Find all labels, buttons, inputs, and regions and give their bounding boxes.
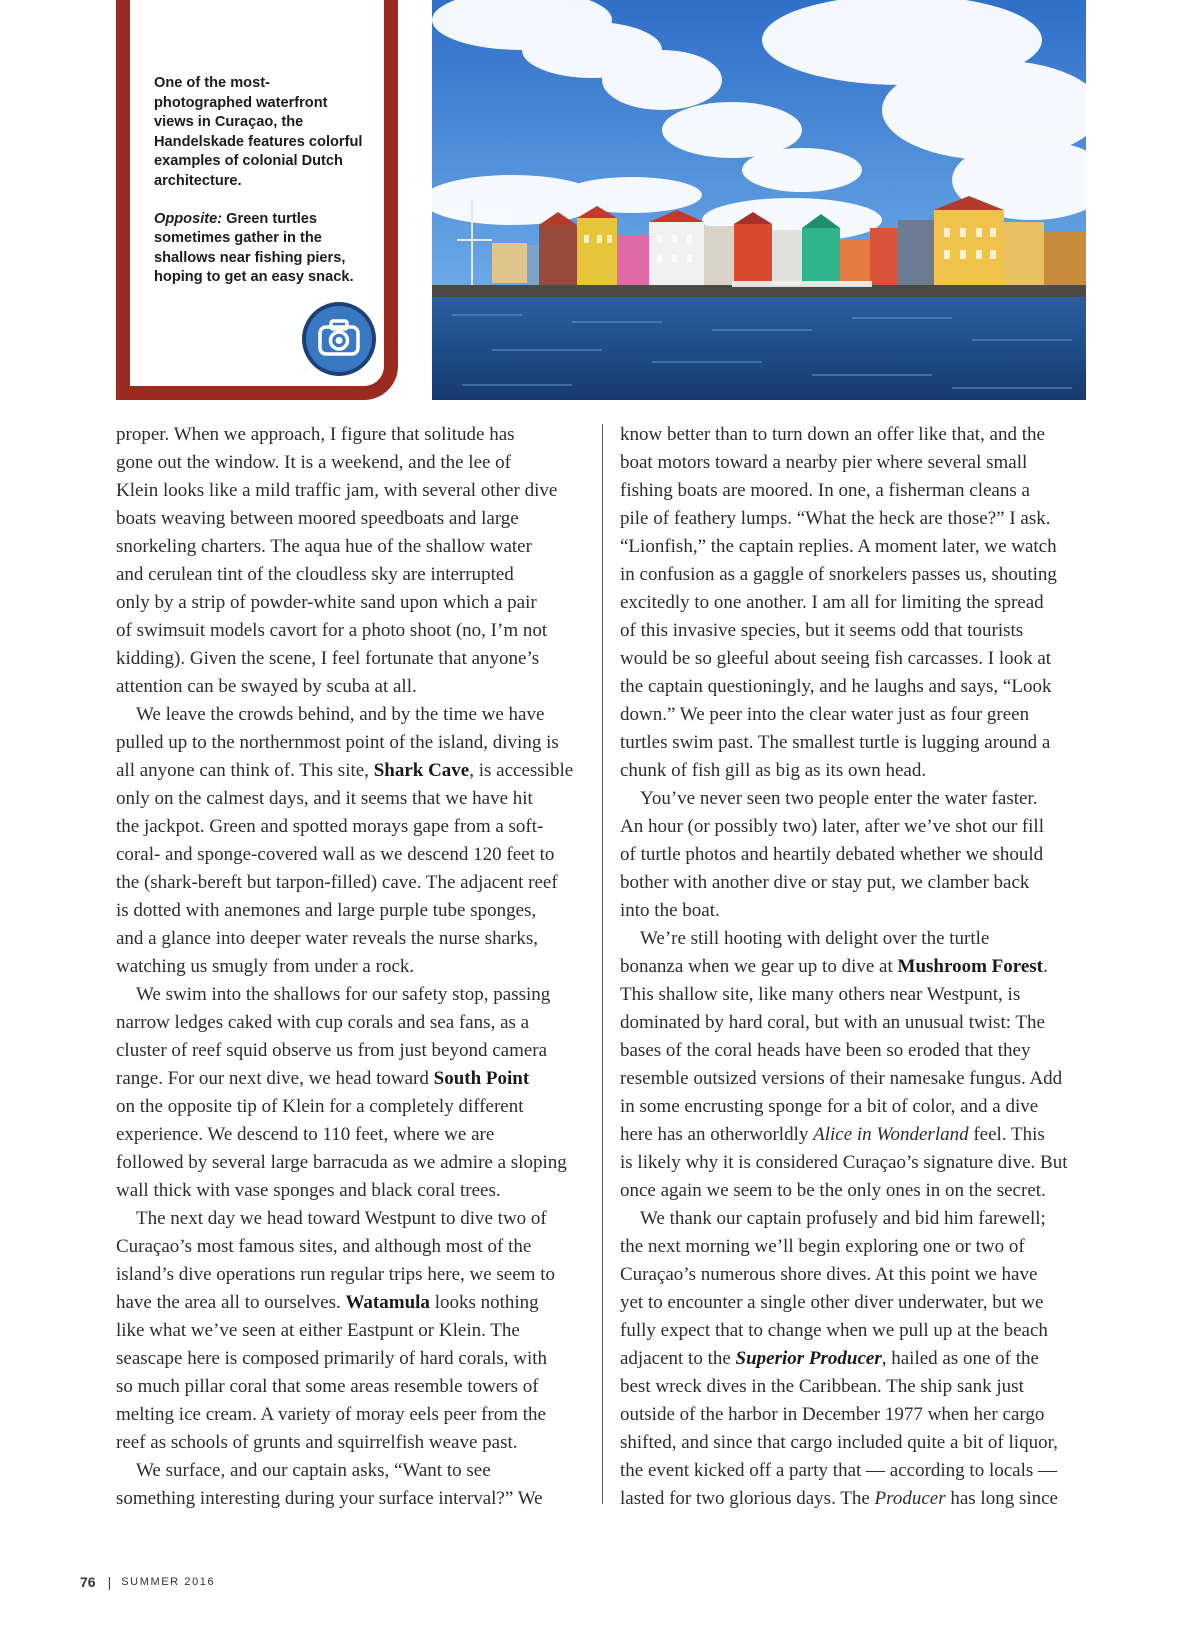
camera-icon (300, 300, 378, 378)
text-line (620, 505, 1088, 533)
caption-opposite (154, 210, 368, 288)
text-segment: followed by several large barracuda as we admire a sloping (116, 1152, 567, 1173)
text-segment: like what we’ve seen at either Eastpunt or Klein. The (116, 1320, 520, 1341)
text-line (620, 729, 1088, 757)
text-line (620, 1261, 1088, 1289)
text-segment: Curaçao’s most famous sites, and although most of the (116, 1236, 532, 1257)
text-segment: We’re still hooting with delight over the turtle (640, 928, 990, 949)
text-segment: bases of the coral heads have been so eroded that they (620, 1040, 1031, 1061)
text-line (116, 785, 586, 813)
text-segment: and cerulean tint of the cloudless sky are interrupted (116, 564, 514, 585)
text-line (116, 645, 586, 673)
text-line (620, 449, 1088, 477)
dive-site-name: South Point (433, 1068, 530, 1089)
text-segment: , is accessible (469, 760, 574, 781)
text-line (116, 1177, 586, 1205)
text-segment: lasted for two glorious days. The (620, 1488, 875, 1509)
page-number: 76 (80, 1574, 96, 1590)
site-name-emphasis (736, 1348, 882, 1369)
text-line (116, 1149, 586, 1177)
text-line (620, 1457, 1088, 1485)
text-line (116, 1289, 586, 1317)
text-line (620, 1233, 1088, 1261)
text-segment: We swim into the shallows for our safety stop, passing (136, 984, 551, 1005)
text-line (116, 925, 586, 953)
text-line (620, 701, 1088, 729)
text-segment: all anyone can think of. This site, (116, 760, 374, 781)
text-segment: wall thick with vase sponges and black coral trees. (116, 1180, 501, 1201)
text-line (620, 925, 1088, 953)
text-line (620, 813, 1088, 841)
text-line (116, 981, 586, 1009)
text-segment: and a glance into deeper water reveals the nurse sharks, (116, 928, 539, 949)
text-segment: adjacent to the (620, 1348, 736, 1369)
text-segment: down.” We peer into the clear water just as four green (620, 704, 1030, 725)
text-segment: only on the calmest days, and it seems that we have hit (116, 788, 533, 809)
text-line (116, 1429, 586, 1457)
column-divider (602, 424, 603, 1504)
text-line (620, 1373, 1088, 1401)
text-segment: is dotted with anemones and large purple tube sponges, (116, 900, 537, 921)
text-segment: shifted, and since that cargo included quite a bit of liquor, (620, 1432, 1058, 1453)
dive-site-name: Mushroom Forest (897, 956, 1043, 977)
text-segment: pulled up to the northernmost point of the island, diving is (116, 732, 559, 753)
text-segment: into the boat. (620, 900, 720, 921)
text-line (620, 785, 1088, 813)
text-segment: the (shark-bereft but tarpon-filled) cave. The adjacent reef (116, 872, 558, 893)
caption-opposite-label: Opposite: (154, 210, 223, 227)
text-line (116, 757, 586, 785)
text-segment: “Lionfish,” the captain replies. A moment later, we watch (620, 536, 1057, 557)
text-segment: cluster of reef squid observe us from just beyond camera (116, 1040, 548, 1061)
text-line (116, 1261, 586, 1289)
text-segment: snorkeling charters. The aqua hue of the shallow water (116, 536, 532, 557)
text-line (620, 953, 1088, 981)
text-segment: dominated by hard coral, but with an unusual twist: The (620, 1012, 1045, 1033)
text-line (620, 1401, 1088, 1429)
text-line (620, 1093, 1088, 1121)
waterfront-photo (432, 0, 1086, 400)
text-line (620, 1037, 1088, 1065)
text-line (116, 477, 586, 505)
text-line (620, 1009, 1088, 1037)
text-line (116, 701, 586, 729)
text-segment: is likely why it is considered Curaçao’s signature dive. But (620, 1152, 1068, 1173)
text-line (620, 1121, 1088, 1149)
text-line (620, 1177, 1088, 1205)
text-segment: the next morning we’ll begin exploring one or two of (620, 1236, 1025, 1257)
text-segment: We leave the crowds behind, and by the time we have (136, 704, 545, 725)
text-segment: Curaçao’s numerous shore dives. At this point we have (620, 1264, 1038, 1285)
text-line (620, 589, 1088, 617)
text-segment: turtles swim past. The smallest turtle is lugging around a (620, 732, 1051, 753)
text-line (620, 421, 1088, 449)
text-segment: once again we seem to be the only ones in on the secret. (620, 1180, 1046, 1201)
text-line (620, 1485, 1088, 1513)
text-line (116, 1093, 586, 1121)
text-line (116, 1457, 586, 1485)
text-segment: feel. This (968, 1124, 1045, 1145)
text-line (116, 505, 586, 533)
text-segment: here has an otherworldly (620, 1124, 814, 1145)
text-segment: , hailed as one of the (881, 1348, 1039, 1369)
text-segment: only by a strip of powder-white sand upon which a pair (116, 592, 537, 613)
text-segment: boat motors toward a nearby pier where several small (620, 452, 1028, 473)
text-segment: This shallow site, like many others near Westpunt, is (620, 984, 1021, 1005)
text-line (620, 1345, 1088, 1373)
text-segment: of swimsuit models cavort for a photo shoot (no, I’m not (116, 620, 548, 641)
text-segment: of turtle photos and heartily debated whether we should (620, 844, 1044, 865)
text-segment: The next day we head toward Westpunt to dive two of (136, 1208, 547, 1229)
text-line (116, 841, 586, 869)
text-segment: island’s dive operations run regular trips here, we seem to (116, 1264, 555, 1285)
text-segment: outside of the harbor in December 1977 when her cargo (620, 1404, 1045, 1425)
umbrellas (732, 281, 872, 287)
text-segment: We surface, and our captain asks, “Want to see (136, 1460, 491, 1481)
caption-opposite-text: Green turtles sometimes gather in the shallows near fishing piers, hoping to get an easy snack. (154, 210, 354, 286)
text-line (116, 589, 586, 617)
text-segment: would be so gleeful about seeing fish carcasses. I look at (620, 648, 1052, 669)
text-line (116, 421, 586, 449)
text-segment: in confusion as a gaggle of snorkelers passes us, shouting (620, 564, 1057, 585)
text-segment: proper. When we approach, I figure that solitude has (116, 424, 515, 445)
text-segment: seascape here is composed primarily of hard corals, with (116, 1348, 548, 1369)
text-segment: yet to encounter a single other diver underwater, but we (620, 1292, 1044, 1313)
text-segment: have the area all to ourselves. (116, 1292, 346, 1313)
text-segment: boats weaving between moored speedboats and large (116, 508, 519, 529)
text-segment: We thank our captain profusely and bid him farewell; (640, 1208, 1046, 1229)
text-line (620, 897, 1088, 925)
page-footer (80, 1574, 215, 1590)
text-segment: narrow ledges caked with cup corals and sea fans, as a (116, 1012, 530, 1033)
text-line (116, 1037, 586, 1065)
text-segment: the captain questioningly, and he laughs and says, “Look (620, 676, 1052, 697)
text-segment: something interesting during your surface interval?” We (116, 1488, 543, 1509)
text-line (116, 813, 586, 841)
text-line (116, 1205, 586, 1233)
text-line (116, 1373, 586, 1401)
caption-main: One of the most-photographed waterfront views in Curaçao, the Handelskade features colorful examples of colonial Dutch architecture. (154, 75, 363, 189)
text-segment: fully expect that to change when we pull up at the beach (620, 1320, 1048, 1341)
text-line (620, 477, 1088, 505)
text-line (620, 1149, 1088, 1177)
text-line (620, 1317, 1088, 1345)
text-segment: the event kicked off a party that — according to locals — (620, 1460, 1058, 1481)
text-line (116, 1317, 586, 1345)
text-segment: coral- and sponge-covered wall as we descend 120 feet to (116, 844, 555, 865)
text-segment: experience. We descend to 110 feet, where we are (116, 1124, 495, 1145)
photo-illustration (432, 0, 1086, 400)
issue-label: SUMMER 2016 (121, 1576, 216, 1588)
text-line (620, 757, 1088, 785)
text-line (116, 1065, 586, 1093)
text-segment: the jackpot. Green and spotted morays gape from a soft- (116, 816, 544, 837)
dive-site-name: Shark Cave (373, 760, 470, 781)
text-segment: has long since (945, 1488, 1058, 1509)
text-line (620, 645, 1088, 673)
text-segment: best wreck dives in the Caribbean. The ship sank just (620, 1376, 1024, 1397)
text-segment: know better than to turn down an offer like that, and the (620, 424, 1045, 445)
italic-title: Producer (874, 1488, 946, 1509)
italic-title: Alice in Wonderland (813, 1124, 969, 1145)
text-line (116, 617, 586, 645)
text-segment: resemble outsized versions of their namesake fungus. Add (620, 1068, 1063, 1089)
article-column-left (116, 421, 586, 1513)
text-segment: An hour (or possibly two) later, after we’ve shot our fill (620, 816, 1044, 837)
text-line (620, 1429, 1088, 1457)
article-column-right (620, 421, 1088, 1513)
text-line (620, 533, 1088, 561)
text-segment: looks nothing (429, 1292, 539, 1313)
text-line (620, 1205, 1088, 1233)
text-segment: watching us smugly from under a rock. (116, 956, 415, 977)
text-line (620, 673, 1088, 701)
photo-caption (154, 74, 368, 306)
text-line (116, 953, 586, 981)
text-line (116, 449, 586, 477)
text-segment: gone out the window. It is a weekend, and the lee of (116, 452, 512, 473)
text-segment: excitedly to one another. I am all for limiting the spread (620, 592, 1044, 613)
text-line (116, 1009, 586, 1037)
text-line (116, 533, 586, 561)
caption-box (116, 0, 398, 400)
text-line (116, 1485, 586, 1513)
text-segment: of this invasive species, but it seems odd that tourists (620, 620, 1024, 641)
text-segment: bother with another dive or stay put, we clamber back (620, 872, 1030, 893)
text-segment: reef as schools of grunts and squirrelfish weave past. (116, 1432, 518, 1453)
footer-separator: | (107, 1574, 112, 1590)
text-segment: fishing boats are moored. In one, a fisherman cleans a (620, 480, 1030, 501)
text-line (620, 841, 1088, 869)
text-line (620, 981, 1088, 1009)
text-segment: pile of feathery lumps. “What the heck are those?” I ask. (620, 508, 1051, 529)
text-segment: in some encrusting sponge for a bit of color, and a dive (620, 1096, 1039, 1117)
text-segment: You’ve never seen two people enter the water faster. (640, 788, 1038, 809)
text-segment: attention can be swayed by scuba at all. (116, 676, 417, 697)
dive-site-name: Watamula (345, 1292, 430, 1313)
text-line (116, 729, 586, 757)
text-line (116, 1233, 586, 1261)
text-segment: on the opposite tip of Klein for a completely different (116, 1096, 524, 1117)
text-segment: kidding). Given the scene, I feel fortunate that anyone’s (116, 648, 540, 669)
text-line (116, 1345, 586, 1373)
text-segment: chunk of fish gill as big as its own head. (620, 760, 927, 781)
site-name: Superior Producer (735, 1348, 882, 1369)
text-segment: . (1043, 956, 1048, 977)
text-line (116, 897, 586, 925)
text-line (620, 617, 1088, 645)
text-line (116, 673, 586, 701)
text-segment: so much pillar coral that some areas resemble towers of (116, 1376, 539, 1397)
text-line (116, 1121, 586, 1149)
text-line (620, 869, 1088, 897)
text-segment: melting ice cream. A variety of moray eels peer from the (116, 1404, 546, 1425)
text-segment: Klein looks like a mild traffic jam, with several other dive (116, 480, 558, 501)
text-line (620, 1065, 1088, 1093)
text-segment: bonanza when we gear up to dive at (620, 956, 898, 977)
text-line (116, 869, 586, 897)
text-line (116, 1401, 586, 1429)
text-line (620, 561, 1088, 589)
text-segment: range. For our next dive, we head toward (116, 1068, 434, 1089)
text-line (116, 561, 586, 589)
text-line (620, 1289, 1088, 1317)
